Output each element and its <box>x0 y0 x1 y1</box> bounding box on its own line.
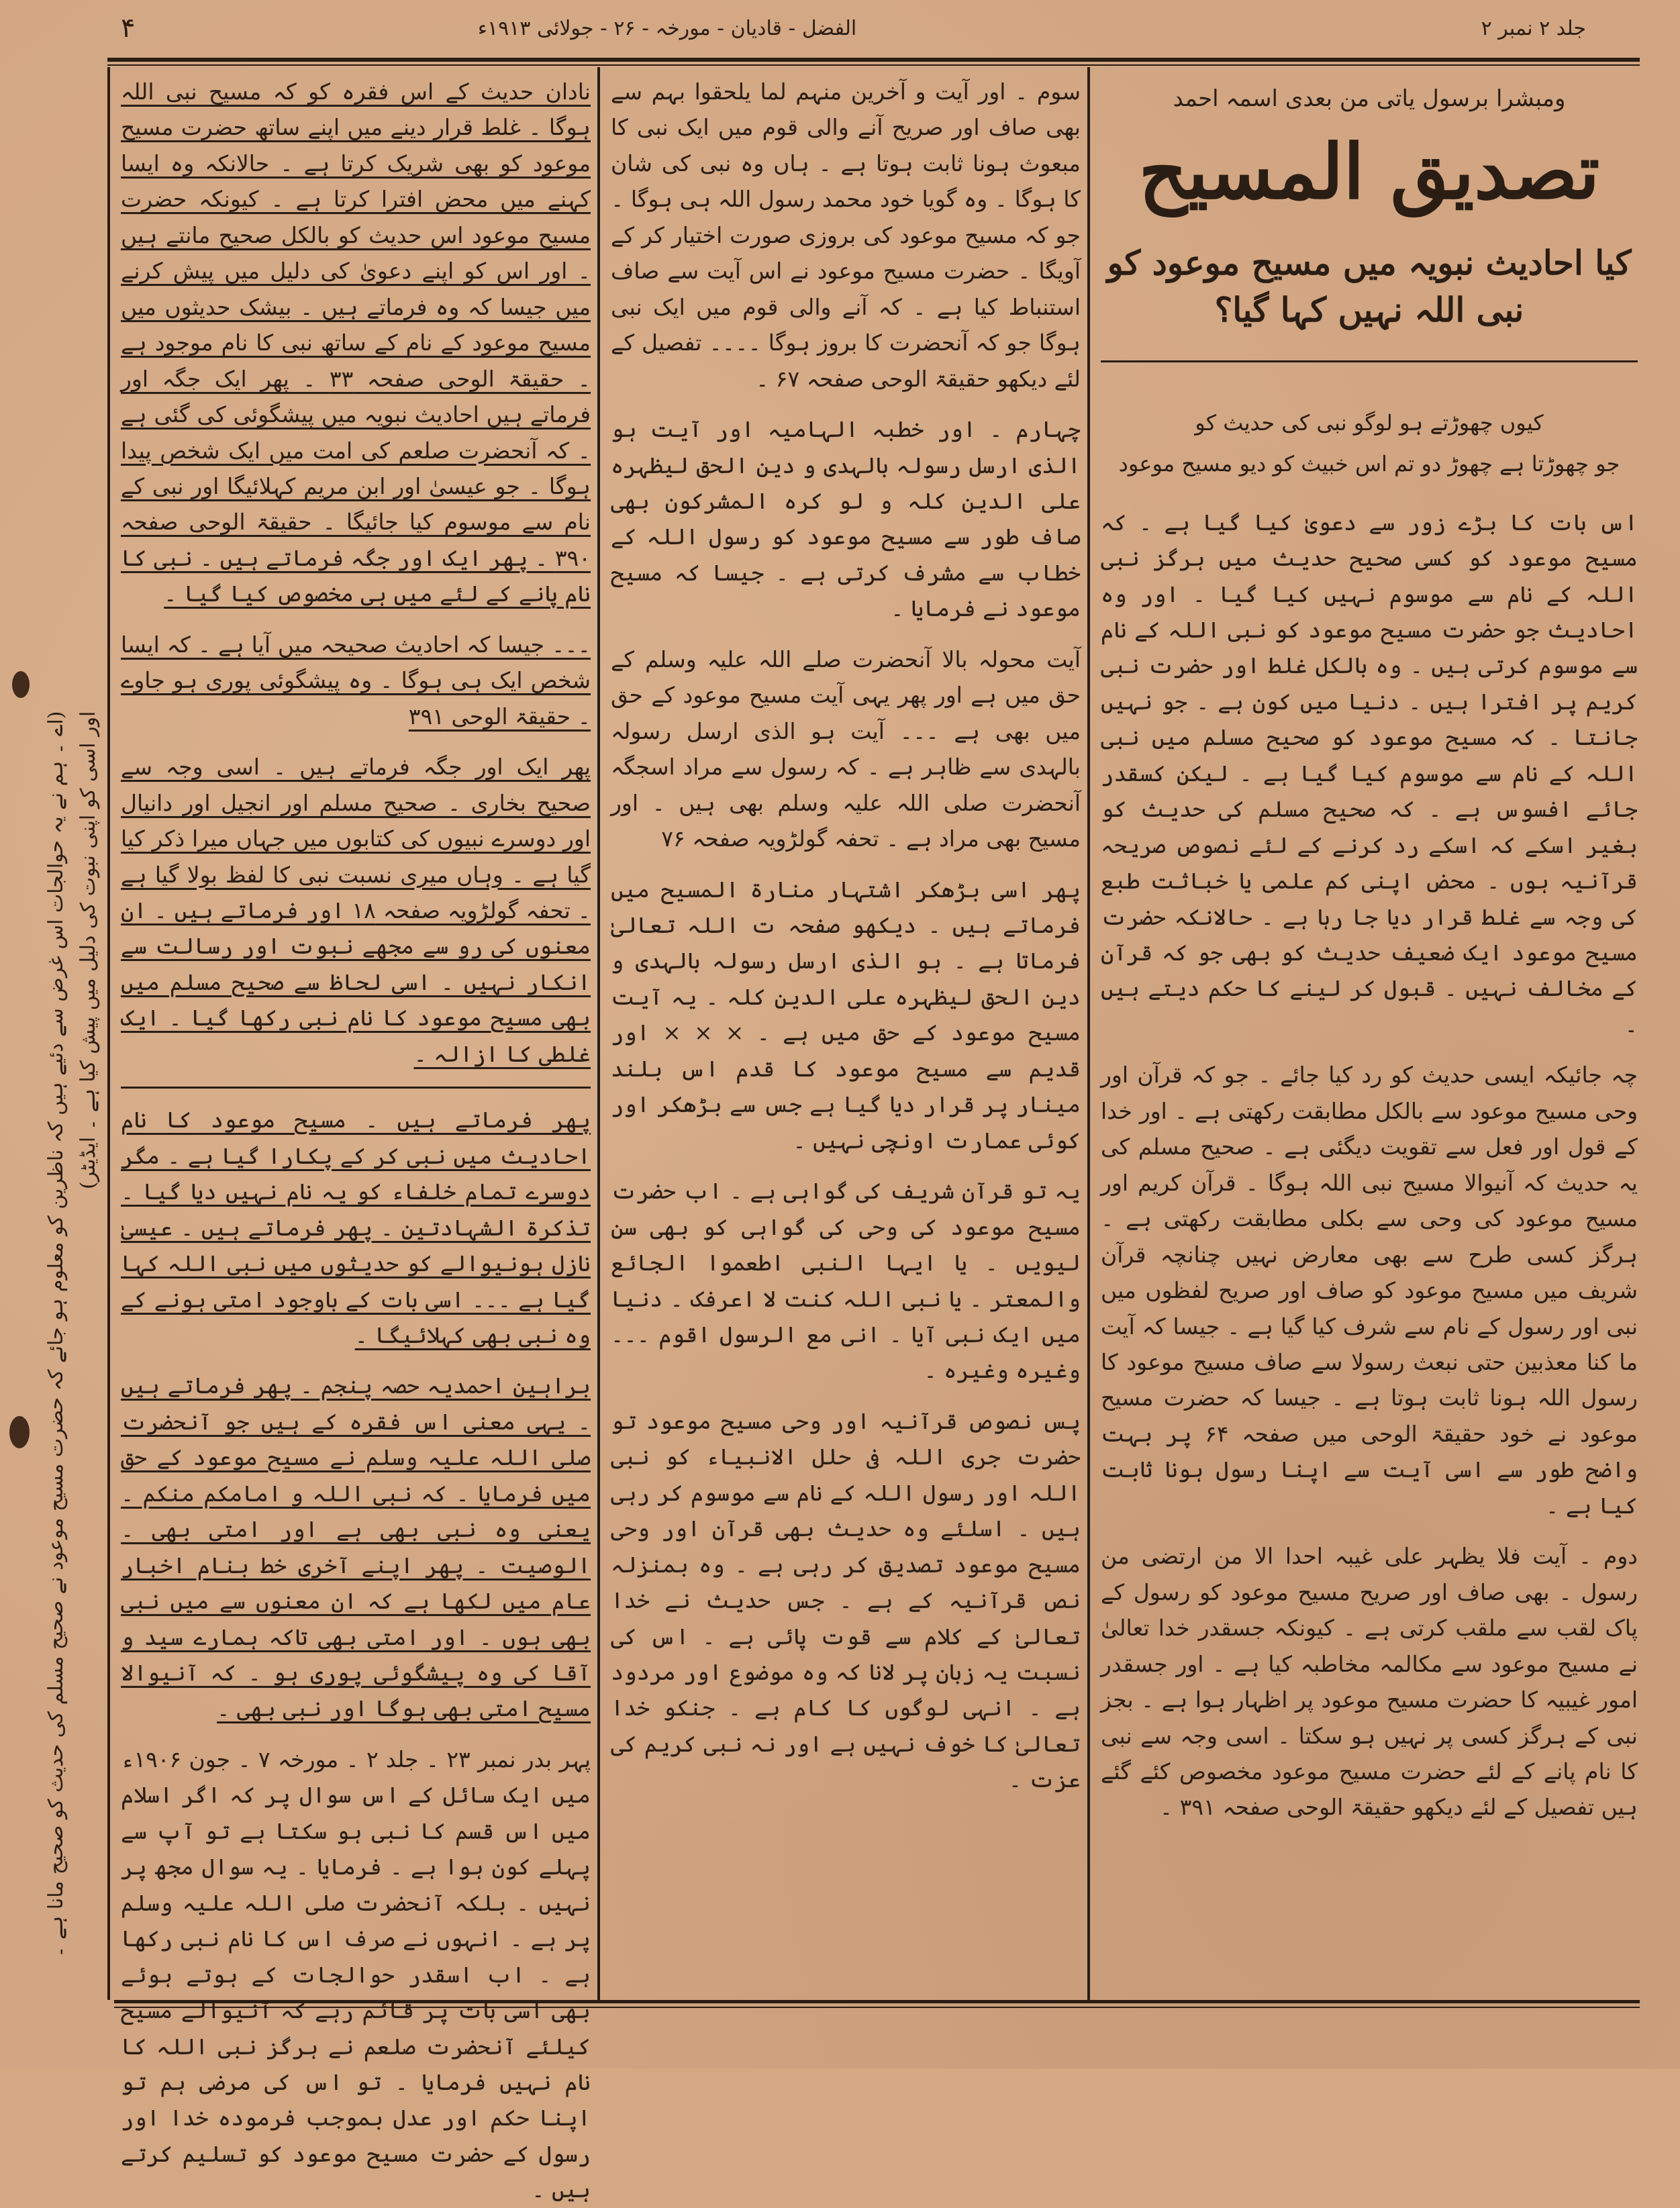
page-number: ۴ <box>121 13 136 44</box>
issue-number: جلد ۲ نمبر ۲ <box>1481 16 1586 40</box>
section-divider <box>121 1087 591 1089</box>
article-paragraph: ۔۔۔ جیسا کہ احادیث صحیحہ میں آیا ہے ۔ کہ ایسا شخص ایک ہی ہوگا ۔ وہ پیشگوئی پوری ہو جاوے ۔ حقیقۃ الوحی ۳۹۱ <box>121 631 591 730</box>
article-paragraph: آیت محولہ بالا آنحضرت صلے اللہ علیہ وسلم کے حق میں ہے اور پھر یہی آیت مسیح موعود کے حق میں بھی ہے ۔۔۔ آیت ہو الذی ارسل رسولہ بالہدی سے ظاہر ہے ۔ کہ رسول سے مراد اسجگہ آنحضرت صلی اللہ علیہ وسلم بھی ہیں ۔ اور مسیح بھی مراد ہے ۔ تحفہ گولڑویہ صفحہ ۷۶ <box>611 646 1081 852</box>
article-paragraph: براہین احمدیہ حصہ پنجم ۔ پھر فرماتے ہیں ۔ یہی معنی اس فقرہ کے ہیں جو آنحضرت صلی اللہ علیہ وسلم نے مسیح موعود کے حق میں فرمایا ۔ کہ نبی اللہ و امامکم منکم ۔ یعنی وہ نبی بھی ہے اور امتی بھی ۔ الوصیت ۔ پھر اپنے آخری خط بنام اخبار عام میں لکھا ہے کہ ان معنوں سے میں نبی بھی ہوں ۔ اور امتی بھی تاکہ ہمارے سید و آقا کی وہ پیشگوئی پوری ہو ۔ کہ آنیوالا مسیح امتی بھی ہوگا اور نبی بھی ۔ <box>121 1372 591 1722</box>
column-divider-left <box>597 67 600 2000</box>
article-paragraph: نادان حدیث کے اس فقرہ کو کہ مسیح نبی اللہ ہوگا ۔ غلط قرار دینے میں اپنے ساتھ حضرت مسیح موعود کو بھی شریک کرتا ہے ۔ حالانکہ وہ ایسا کہنے میں محض افترا کرتا ہے ۔ کیونکہ حضرت مسیح موعود اس حدیث کو بالکل صحیح مانتے ہیں ۔ اور اس کو اپنے دعویٰ کی دلیل میں پیش کرنے میں جیسا کہ وہ فرماتے ہیں ۔ بیشک حدیثوں میں مسیح موعود کے نام کے ساتھ نبی کا نام موجود ہے ۔ حقیقۃ الوحی صفحہ ۳۳ ۔ پھر ایک جگہ اور فرماتے ہیں احادیث نبویہ میں پیشگوئی کی گئی ہے ۔ کہ آنحضرت صلعم کی امت میں ایک شخص پیدا ہوگا ۔ جو عیسیٰ اور ابن مریم کہلائیگا اور نبی کے نام سے موسوم کیا جائیگا ۔ حقیقۃ الوحی صفحہ ۳۹۰ ۔ پھر ایک اور جگہ فرماتے ہیں ۔ نبی کا نام پانے کے لئے میں ہی مخصوص کیا گیا ۔ <box>121 79 591 607</box>
article-title: تصدیق المسیح <box>1138 128 1600 216</box>
article-subtitle: کیا احادیث نبویہ میں مسیح موعود کو نبی اللہ نہیں کہا گیا؟ <box>1101 240 1638 362</box>
column-divider-right <box>1087 67 1090 2000</box>
article-paragraph: یہ تو قرآن شریف کی گواہی ہے ۔ اب حضرت مسیح موعود کی وحی کی گواہی کو بھی سن لیویں ۔ یا ایہا النبی اطعموا الجائع والمعتر ۔ یا نبی اللہ کنت لا اعرفک ۔ دنیا میں ایک نبی آیا ۔ انی مع الرسول اقوم ۔۔۔ وغیرہ وغیرہ ۔ <box>611 1178 1081 1384</box>
ink-stain <box>9 1416 30 1448</box>
ink-stain <box>12 671 30 698</box>
article-paragraph: پھر اسی بڑھکر اشتہار منارۃ المسیح میں فرماتے ہیں ۔ دیکھو صفحہ ت اللہ تعالیٰ فرماتا ہے ۔ ہو الذی ارسل رسولہ بالہدی و دین الحق لیظہرہ علی الدین کلہ ۔ یہ آیت مسیح موعود کے حق میں ہے ۔ × × × اور قدیم سے مسیح موعود کا قدم اس بلند مینار پر قرار دیا گیا ہے جس سے بڑھکر اور کوئی عمارت اونچی نہیں ۔ <box>611 876 1081 1154</box>
top-rule <box>107 58 1640 62</box>
middle-column <box>611 74 1081 1993</box>
article-paragraph: پس نصوص قرآنیہ اور وحی مسیح موعود تو حضرت جری اللہ فی حلل الانبیاء کو نبی اللہ اور رسول اللہ کے نام سے موسوم کر رہی ہیں ۔ اسلئے وہ حدیث بھی قرآن اور وحی مسیح موعود تصدیق کر رہی ہے ۔ وہ بمنزلہ نص قرآنیہ کے ہے ۔ جس حدیث نے خدا تعالیٰ کے کلام سے قوت پائی ہے ۔ اس کی نسبت یہ زبان پر لانا کہ وہ موضوع اور مردود ہے ۔ انہی لوگوں کا کام ہے ۔ جنکو خدا تعالیٰ کا خوف نہیں ہے اور نہ نبی کریم کی عزت ۔ <box>611 1407 1081 1793</box>
verse-block <box>1101 403 1638 485</box>
article-paragraph: سوم ۔ اور آیت و آخرین منہم لما یلحقوا بہم سے بھی صاف اور صریح آنے والی قوم میں ایک نبی کا مبعوث ہونا ثابت ہوتا ہے ۔ ہاں وہ نبی کی شان کا ہوگا ۔ وہ گویا خود محمد رسول اللہ ہی ہوگا ۔ جو کہ مسیح موعود کی بروزی صورت اختیار کر کے آویگا ۔ حضرت مسیح موعود نے اس آیت سے صاف استنباط کیا ہے ۔ کہ آنے والی قوم میں ایک نبی ہوگا جو کہ آنحضرت کا بروز ہوگا ۔۔۔۔ تفصیل کے لئے دیکھو حقیقۃ الوحی صفحہ ۶۷ ۔ <box>611 79 1081 392</box>
epigraph: ومبشرا برسول یاتی من بعدی اسمہ احمد <box>1173 85 1566 112</box>
article-paragraph: دوم ۔ آیت فلا یظہر علی غیبہ احدا الا من ارتضی من رسول ۔ بھی صاف اور صریح مسیح موعود کو رسول کے پاک لقب سے ملقب کرتی ہے ۔ کیونکہ جسقدر خدا تعالیٰ نے مسیح موعود سے مکالمہ مخاطبہ کیا ہے ۔ اور جسقدر امور غیبیہ کا حضرت مسیح موعود پر اظہار ہوا ہے ۔ بجز نبی کے ہرگز کسی پر نہیں ہو سکتا ۔ اسی وجہ سے نبی کا نام پانے کے لئے حضرت مسیح موعود مخصوص کئے گئے ہیں تفصیل کے لئے دیکھو حقیقۃ الوحی صفحہ ۳۹۱ ۔ <box>1101 1543 1638 1821</box>
verse-line: کیوں چھوڑتے ہو لوگو نبی کی حدیث کو <box>1195 410 1544 436</box>
left-column <box>121 74 591 2203</box>
right-column <box>1101 74 1638 1993</box>
article-paragraph: اس بات کا بڑے زور سے دعویٰ کیا گیا ہے ۔ کہ مسیح موعود کو کسی صحیح حدیث میں ہرگز نبی اللہ کے نام سے موسوم نہیں کیا گیا ۔ اور وہ احادیث جو حضرت مسیح موعود کو نبی اللہ کے نام سے موسوم کرتی ہیں ۔ وہ بالکل غلط اور حضرت نبی کریم پر افترا ہیں ۔ دنیا میں کون ہے ۔ جو نہیں جانتا ۔ کہ مسیح موعود کو صحیح مسلم میں نبی اللہ کے نام سے موسوم کیا گیا ہے ۔ لیکن کسقدر جائے افسوس ہے ۔ کہ صحیح مسلم کی حدیث کو بغیر اسکے کہ اسکے رد کرنے کے لئے نصوص صریحہ قرآنیہ ہوں ۔ محض اپنی کم علمی یا خباثت طبع کی وجہ سے غلط قرار دیا جا رہا ہے ۔ حالانکہ حضرت مسیح موعود ایک ضعیف حدیث کو بھی جو کہ قرآن کے مخالف نہیں ۔ قبول کر لینے کا حکم دیتے ہیں ۔ <box>1101 509 1638 1038</box>
page-header <box>94 8 1586 48</box>
marginal-note: (اے ۔ ہم نے یہ حوالجات اس غرض سے دئیے ہیں کہ ناظرین کو معلوم ہو جائے کہ حضرت مسیح موعود نے صحیح مسلم کی حدیث کو صحیح مانا ہے ۔ اور اسی کو اپنی نبوت کی دلیل میں پیش کیا ہے ۔ ایڈیٹر) <box>44 711 100 1958</box>
dateline: الفضل - قادیان - مورخہ - ۲۶ - جولائی ۱۹۱۳ء <box>477 16 857 40</box>
verse-line: جو چھوڑتا ہے چھوڑ دو تم اس خبیث کو دیو مسیح موعود <box>1118 450 1620 476</box>
article-paragraph: چہ جائیکہ ایسی حدیث کو رد کیا جائے ۔ جو کہ قرآن اور وحی مسیح موعود سے بالکل مطابقت رکھتی ہے ۔ اور خدا کے قول اور فعل سے تقویت دیگئی ہے ۔ صحیح مسلم کی یہ حدیث کہ آنیوالا مسیح نبی اللہ ہوگا ۔ قرآن کریم اور مسیح موعود کی وحی سے بکلی مطابقت رکھتی ہے ۔ ہرگز کسی طرح سے بھی معارض نہیں چنانچہ قرآن شریف میں مسیح موعود کو صاف اور صریح لفظوں میں نبی اور رسول کے نام سے شرف کیا گیا ہے ۔ جیسا کہ آیت ما کنا معذبین حتی نبعث رسولا سے صاف مسیح موعود کا رسول اللہ ہونا ثابت ہوتا ہے ۔ جیسا کہ حضرت مسیح موعود نے خود حقیقۃ الوحی میں صفحہ ۶۴ پر بہت واضح طور سے اسی آیت سے اپنا رسول ہونا ثابت کیا ہے ۔ <box>1101 1062 1638 1519</box>
top-rule-thin <box>107 64 1640 66</box>
article-paragraph: پہر بدر نمبر ۲۳ ۔ جلد ۲ ۔ مورخہ ۷ ۔ جون ۱۹۰۶ء میں ایک سائل کے اس سوال پر کہ اگر اسلام میں اس قسم کا نبی ہو سکتا ہے تو آپ سے پہلے کون ہوا ہے ۔ فرمایا ۔ یہ سوال مجھ پر نہیں ۔ بلکہ آنحضرت صلی اللہ علیہ وسلم پر ہے ۔ انہوں نے صرف اس کا نام نبی رکھا ہے ۔ اب اسقدر حوالجات کے ہوتے ہوئے بھی اسی بات پر قائم رہے کہ آنیوالے مسیح کیلئے آنحضرت صلعم نے ہرگز نبی اللہ کا نام نہیں فرمایا ۔ تو اس کی مرضی ہم تو اپنا حکم اور عدل بموجب فرمودہ خدا اور رسول کے حضرت مسیح موعود کو تسلیم کرتے ہیں ۔ <box>121 1746 591 2203</box>
article-paragraph: چہارم ۔ اور خطبہ الہامیہ اور آیت ہو الذی ارسل رسولہ بالہدی و دین الحق لیظہرہ علی الدین کلہ و لو کرہ المشرکون بھی صاف طور سے مسیح موعود کو رسول اللہ کے خطاب سے مشرف کرتی ہے ۔ جیسا کہ مسیح موعود نے فرمایا ۔ <box>611 416 1081 622</box>
article-paragraph: پھر ایک اور جگہ فرماتے ہیں ۔ اسی وجہ سے صحیح بخاری ۔ صحیح مسلم اور انجیل اور دانیال اور دوسرے نبیوں کی کتابوں میں جہاں میرا ذکر کیا گیا ہے ۔ وہاں میری نسبت نبی کا لفظ بولا گیا ہے ۔ تحفہ گولڑویہ صفحہ ۱۸ اور فرماتے ہیں ۔ ان معنوں کی رو سے مجھے نبوت اور رسالت سے انکار نہیں ۔ اسی لحاظ سے صحیح مسلم میں بھی مسیح موعود کا نام نبی رکھا گیا ۔ ایک غلطی کا ازالہ ۔ <box>121 754 591 1067</box>
article-paragraph: پھر فرماتے ہیں ۔ مسیح موعود کا نام احادیث میں نبی کر کے پکارا گیا ہے ۔ مگر دوسرے تمام خلفاء کو یہ نام نہیں دیا گیا ۔ تذکرۃ الشہادتین ۔ پھر فرماتے ہیں ۔ عیسیٰ نازل ہونیوالے کو حدیثوں میں نبی اللہ کہا گیا ہے ۔۔۔ اسی بات کے باوجود امتی ہونے کے وہ نبی بھی کہلائیگا ۔ <box>121 1107 591 1348</box>
